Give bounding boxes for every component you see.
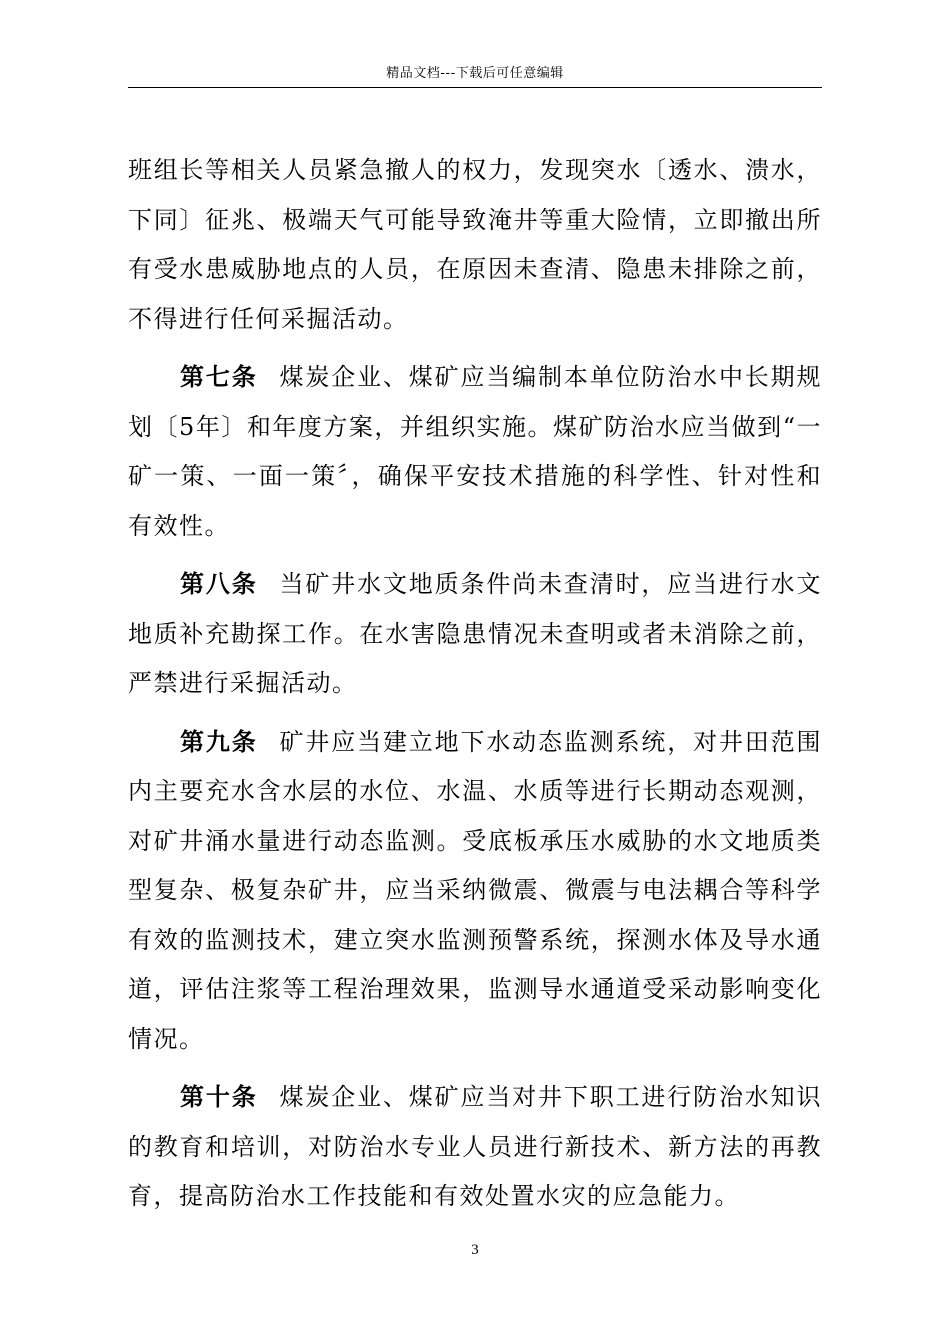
- paragraph-text: 煤炭企业、煤矿应当编制本单位防治水中长期规划〔5年〕和年度方案，并组织实施。煤矿防治水应当做到“一矿一策、一面一策〞，确保平安技术措施的科学性、针对性和有效性。: [128, 363, 823, 540]
- article-number: 第七条: [180, 362, 258, 391]
- paragraph-text: 煤炭企业、煤矿应当对井下职工进行防治水知识的教育和培训，对防治水专业人员进行新技术、新方法的再教育，提高防治水工作技能和有效处置水灾的应急能力。: [128, 1083, 823, 1210]
- paragraph-text: 当矿井水文地质条件尚未查清时，应当进行水文地质补充勘探工作。在水害隐患情况未查明或者未消除之前，严禁进行采掘活动。: [128, 570, 823, 697]
- article-number: 第九条: [180, 726, 258, 756]
- document-body: [128, 146, 822, 1230]
- paragraph-text: 矿井应当建立地下水动态监测系统，对井田范围内主要充水含水层的水位、水温、水质等进行长期动态观测，对矿井涌水量进行动态监测。受底板承压水威胁的水文地质类型复杂、极复杂矿井，应当采纳微震、微震与电法耦合等科学有效的监测技术，建立突水监测预警系统，探测水体及导水通道，评估注浆等工程治理效果，监测导水通道受采动影响变化情况。: [128, 727, 823, 1053]
- article-number: 第八条: [180, 569, 258, 598]
- paragraph-continuation: [128, 146, 822, 344]
- article-9-paragraph: [128, 717, 822, 1065]
- header-divider: [128, 87, 822, 88]
- article-8-paragraph: [128, 559, 822, 709]
- paragraph-text: 班组长等相关人员紧急撤人的权力，发现突水〔透水、溃水，下同〕征兆、极端天气可能导致淹井等重大险情，立即撤出所有受水患威胁地点的人员，在原因未查清、隐患未排除之前，不得进行任何采掘活动。: [128, 156, 822, 333]
- page-header: 精品文档---下载后可任意编辑: [386, 66, 564, 81]
- page-number: 3: [471, 1242, 479, 1258]
- article-number: 第十条: [180, 1082, 258, 1111]
- article-7-paragraph: [128, 352, 822, 551]
- article-10-paragraph: [128, 1072, 822, 1222]
